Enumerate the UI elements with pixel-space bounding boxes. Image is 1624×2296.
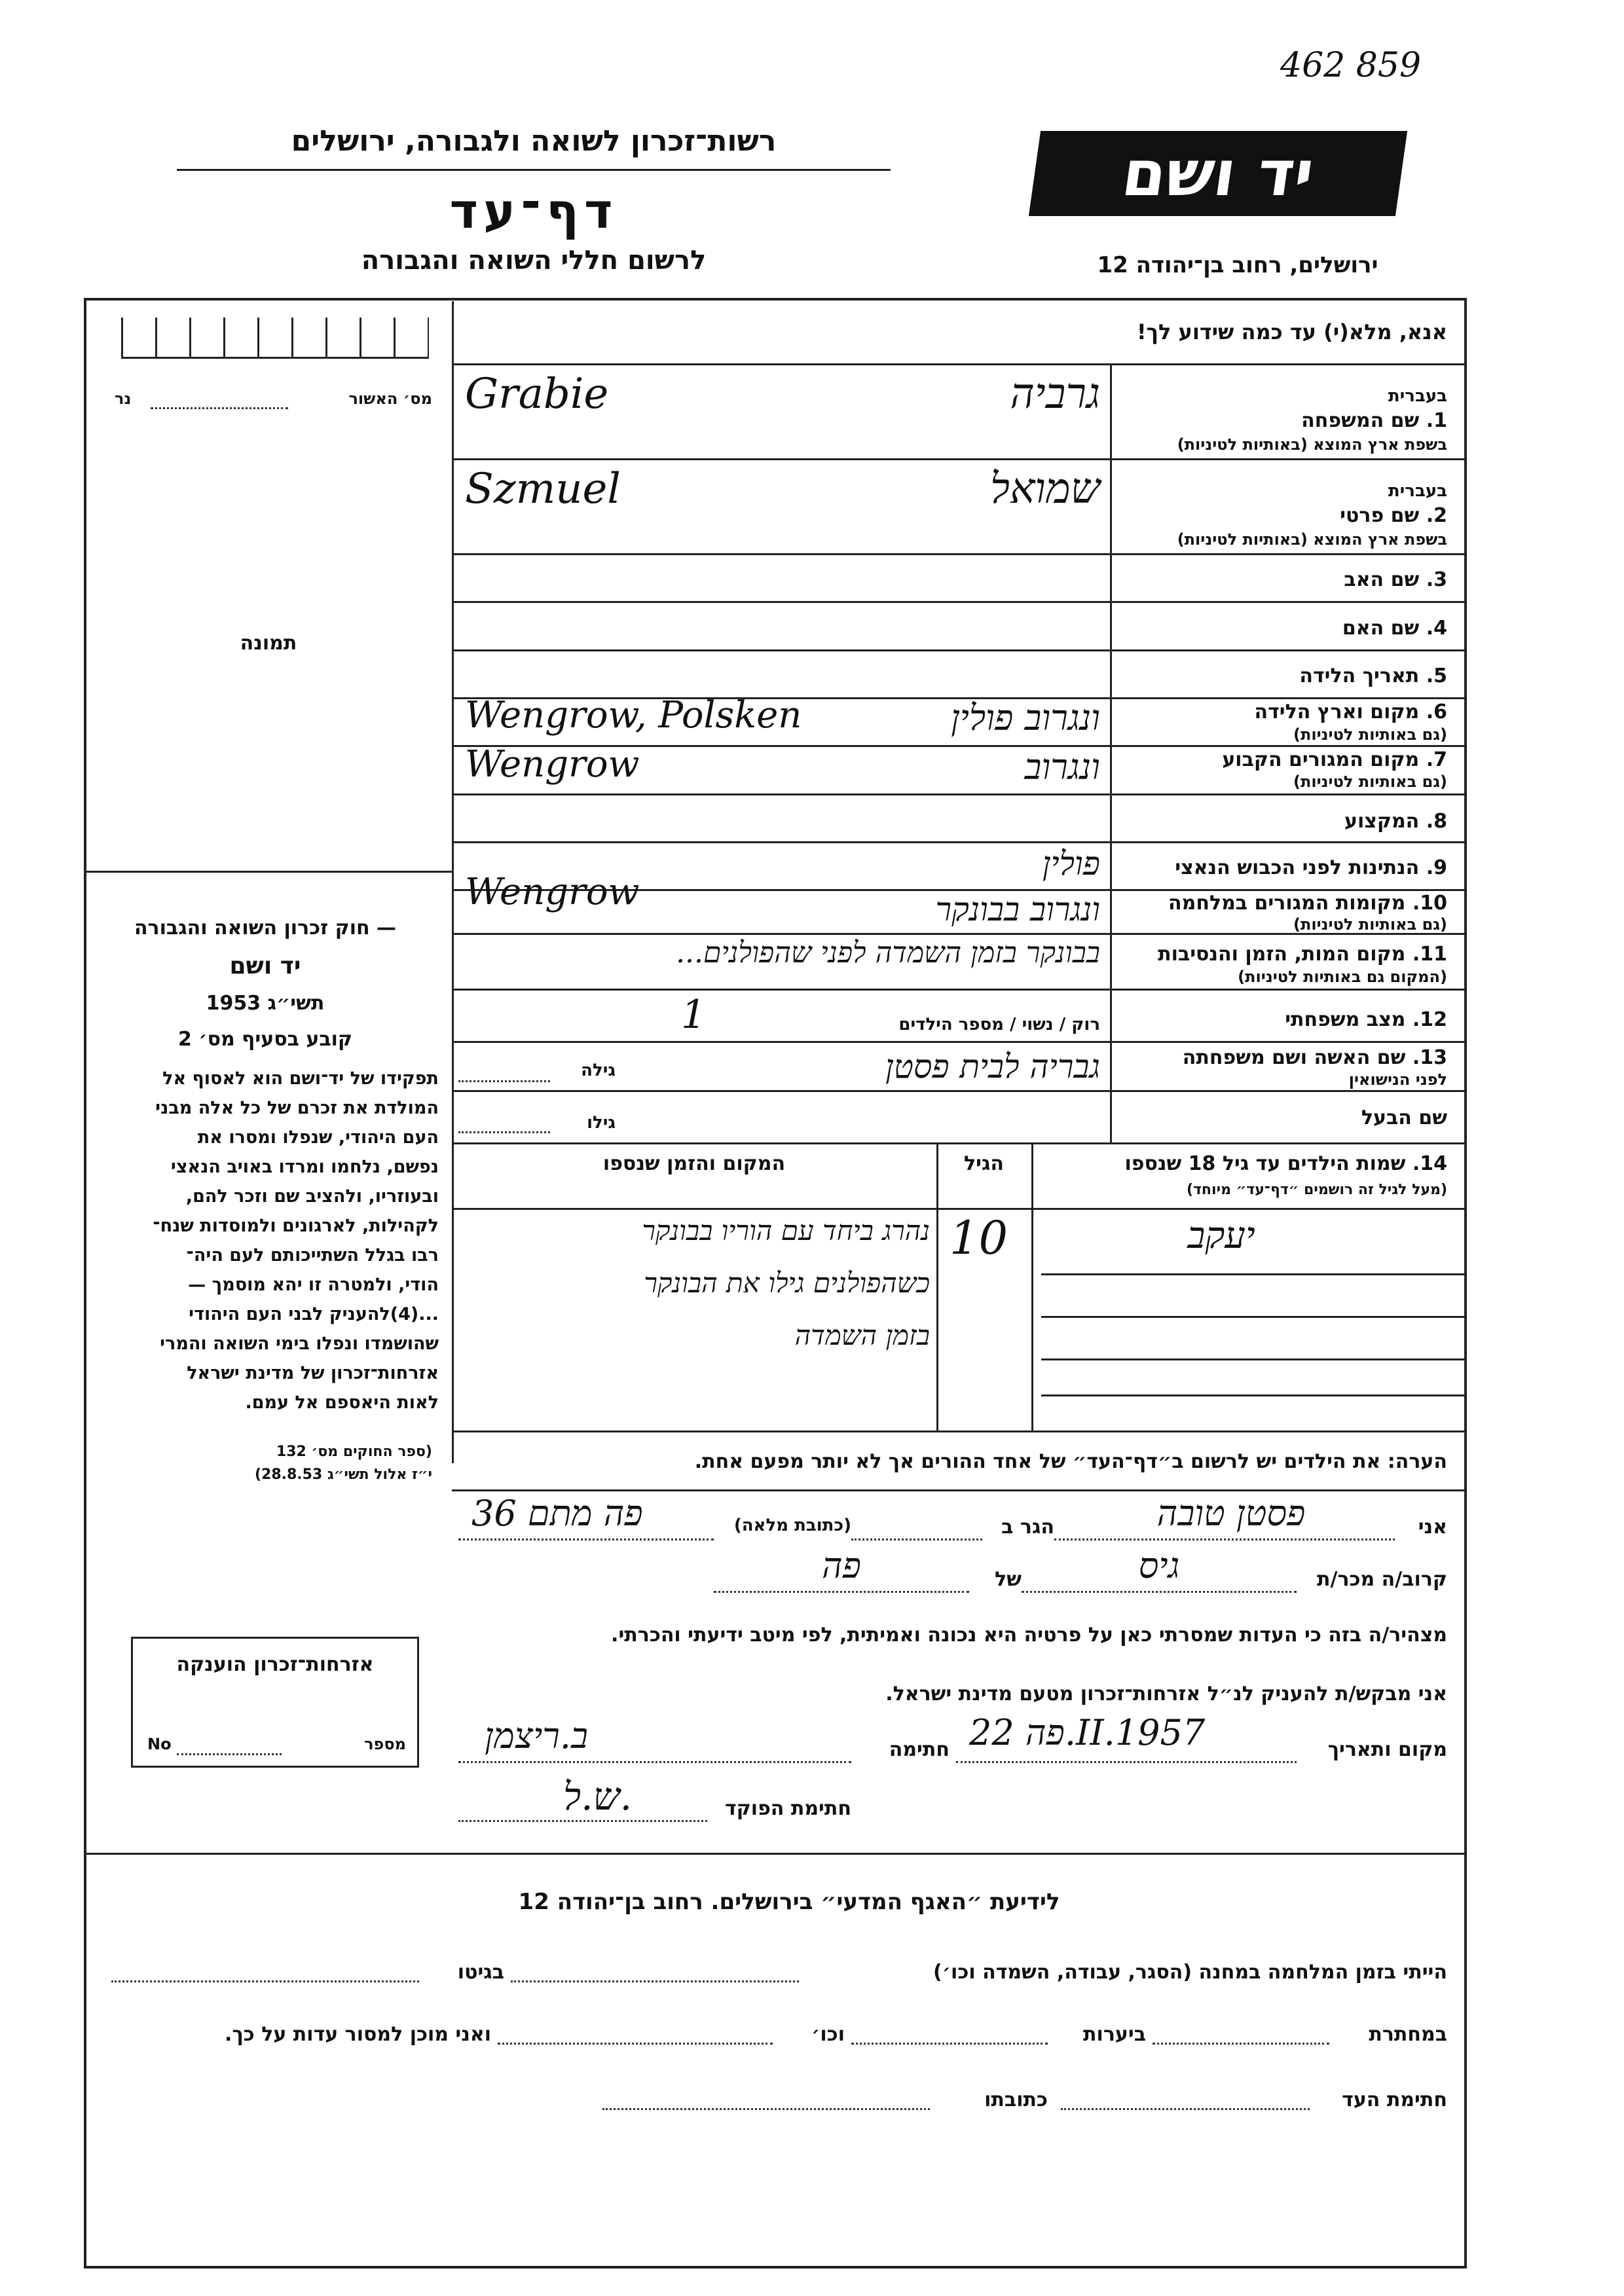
- field-3-label: 3. שם האב: [1344, 568, 1447, 591]
- field-2-label: 2. שם פרטי: [1340, 504, 1447, 527]
- footer-address-label: כתובתו: [984, 2088, 1048, 2111]
- place-date-value: פה 22.II.1957: [969, 1712, 1206, 1753]
- field-2-sub: בשפת ארץ המוצא (באותיות לטיניות): [1177, 530, 1447, 549]
- children-sub: (מעל לגיל זה רושמים ״דף־עד״ מיוחד): [1186, 1182, 1447, 1198]
- memorial-box-number-label: מספר: [364, 1735, 406, 1753]
- death-place-hebrew: בבונקר בזמן השמדה לפני שהפולנים...: [676, 936, 1100, 970]
- field-9-label: 9. הנתינות לפני הכבוש הנאצי: [1175, 856, 1447, 879]
- law-year: תשי״ג 1953: [206, 992, 325, 1015]
- field-2-hebrew-tag: בעברית: [1388, 481, 1447, 501]
- wartime-residence-hebrew: ונגרוב בבונקר: [935, 890, 1100, 928]
- field-12-label: 12. מצב משפחתי: [1285, 1008, 1447, 1031]
- children-count: 1: [681, 992, 707, 1038]
- law-text: [92, 1064, 439, 1417]
- law-line: רבו בגלל השתייכותם לעם היה־: [186, 1245, 439, 1266]
- law-clause: קובע בסעיף מס׳ 2: [177, 1028, 353, 1051]
- officer-signature-label: חתימת הפוקד: [725, 1797, 851, 1820]
- photo-label: תמונה: [240, 632, 297, 655]
- field-5-label: 5. תאריך הלידה: [1299, 665, 1447, 687]
- first-name-hebrew: שמואל: [990, 465, 1100, 513]
- field-10-sub: (גם באותיות לטיניות): [1293, 915, 1447, 934]
- relative-value: גיס: [1138, 1545, 1180, 1586]
- field-13-sub: לפני הנישואין: [1348, 1070, 1447, 1089]
- field-1-sub: בשפת ארץ המוצא (באותיות לטיניות): [1177, 435, 1447, 454]
- field-13-label: 13. שם האשה ושם משפחתה: [1182, 1046, 1447, 1069]
- field-6-label: 6. מקום וארץ הלידה: [1254, 701, 1447, 723]
- intro-text: אנא, מלא(י) עד כמה שידוע לך!: [1136, 319, 1447, 344]
- of-value: פה: [822, 1545, 861, 1586]
- request-text: אני מבקש/ת להעניק לנ״ל אזרחות־זכרון מטעם מדינת ישראל.: [885, 1683, 1447, 1705]
- law-logo: יד ושם: [229, 953, 301, 979]
- surname-latin: Grabie: [465, 370, 609, 418]
- law-line: ...(4)להעניק לבני העם היהודי: [189, 1304, 439, 1324]
- declarant-signature: ב.ריצמן: [485, 1715, 588, 1757]
- age-header: הגיל: [964, 1152, 1004, 1175]
- law-line: נפשם, נלחמו ומרדו באויב הנאצי: [170, 1157, 439, 1177]
- husband-name-label: שם הבעל: [1361, 1106, 1447, 1129]
- footer-camp-text: הייתי בזמן המלחמה במחנה (הסגר, עבודה, השמדה וכו׳): [933, 1961, 1447, 1984]
- birthplace-latin: Wengrow, Polsken: [465, 694, 802, 737]
- of-label: של: [995, 1568, 1022, 1591]
- wife-age-label: גילה: [581, 1061, 616, 1080]
- footer-title: לידיעת ״האגף המדעי״ בירושלים. רחוב בן־יהודה 12: [518, 1889, 1060, 1915]
- law-title: — חוק זכרון השואה והגבורה: [134, 917, 397, 939]
- law-reference: (ספר החוקים מס׳ 132: [276, 1444, 432, 1460]
- form-subtitle: לרשום חללי השואה והגבורה: [361, 246, 707, 276]
- place-header: המקום והזמן שנספו: [602, 1152, 786, 1175]
- child-place-line-1: נהרג ביחד עם הוריו בבונקר: [642, 1214, 930, 1247]
- footer-etc-label: וכו׳: [811, 2023, 845, 2046]
- child-place-line-3: בזמן השמדה: [794, 1319, 930, 1351]
- footer-forests-label: ביערות: [1083, 2023, 1146, 2046]
- law-line: לאות היאספם אל עמם.: [245, 1393, 439, 1413]
- cert-number-boxes: [121, 318, 429, 359]
- footer-underground-label: במחתרת: [1369, 2023, 1447, 2046]
- field-8-label: 8. המקצוע: [1344, 810, 1447, 833]
- field-6-sub: (גם באותיות לטיניות): [1293, 725, 1447, 744]
- declarant-address: 36 פה מתם: [471, 1493, 643, 1534]
- field-1-label: 1. שם המשפחה: [1301, 409, 1447, 432]
- field-4-label: 4. שם האם: [1342, 617, 1447, 640]
- children-note: הערה: את הילדים יש לרשום ב״דף־העד״ של אחד ההורים אך לא יותר מפעם אחת.: [694, 1450, 1447, 1473]
- nationality-hebrew: פולין: [1042, 845, 1100, 883]
- memorial-box-title: אזרחות־זכרון הוענקה: [176, 1653, 374, 1676]
- child-place-line-2: כשהפולנים גילו את הבונקר: [644, 1267, 930, 1299]
- address-label: (כתובת מלאה): [733, 1516, 851, 1535]
- header-address: ירושלים, רחוב בן־יהודה 12: [1097, 252, 1378, 278]
- marital-status-options: רוק / נשוי / מספר הילדים: [898, 1015, 1100, 1034]
- law-line: אזרחות־זכרון של מדינת ישראל: [187, 1363, 439, 1383]
- memorial-box-no: No: [147, 1735, 172, 1753]
- husband-age-label: גילו: [587, 1113, 616, 1133]
- residence-hebrew: ונגרוב: [1024, 746, 1100, 788]
- law-reference-date: י״ז אלול תשי״ג 28.8.53): [254, 1467, 432, 1483]
- footer-ghetto-label: בגיטו: [457, 1961, 504, 1984]
- law-line: שהושמדו ונפלו בימי השואה והמרי: [160, 1334, 439, 1354]
- archive-number: 462 859: [1280, 46, 1422, 85]
- birthplace-hebrew: ונגרוב פולין: [950, 697, 1100, 738]
- wartime-residence-latin: Wengrow: [465, 871, 640, 913]
- field-11-sub: (המקום גם באותיות לטיניות): [1238, 968, 1447, 986]
- child-name: יעקב: [1187, 1214, 1255, 1257]
- field-1-hebrew-tag: בעברית: [1388, 386, 1447, 406]
- authority-title: רשות־זכרון לשואה ולגבורה, ירושלים: [291, 124, 777, 158]
- place-date-label: מקום ותאריך: [1327, 1738, 1447, 1761]
- field-7-sub: (גם באותיות לטיניות): [1293, 773, 1447, 791]
- footer-witness-signature-label: חתימת העד: [1342, 2088, 1447, 2111]
- children-label: 14. שמות הילדים עד גיל 18 שנספו: [1124, 1152, 1447, 1175]
- first-name-latin: Szmuel: [465, 465, 621, 513]
- signature-label: חתימה: [889, 1738, 950, 1761]
- declarant-i-label: אני: [1418, 1516, 1447, 1539]
- relative-label: קרוב/ה מכר/ת: [1317, 1568, 1447, 1591]
- officer-signature: ש.ל.: [563, 1774, 633, 1819]
- law-line: תפקידו של יד־ושם הוא לאסוף אל: [162, 1068, 439, 1089]
- yad-vashem-logo: יד ושם: [1029, 131, 1407, 216]
- law-line: ובעוזריו, ולהציב שם וזכר להם,: [185, 1186, 439, 1207]
- declaration-text: מצהיר/ה בזה כי העדות שמסרתי כאן על פרטיה היא נכונה ואמיתית, לפי מיטב ידיעתי והכרתי.: [611, 1624, 1447, 1647]
- declarant-name: פסטן טובה: [1156, 1493, 1306, 1534]
- law-line: הודי, ולמטרה זו יהא מוסמך —: [188, 1275, 439, 1295]
- field-7-label: 7. מקום המגורים הקבוע: [1222, 748, 1447, 771]
- footer-testimony-text: ואני מוכן למסור עדות על כך.: [225, 2023, 491, 2046]
- surname-hebrew: גרביה: [1010, 370, 1100, 418]
- cert-number-label: מס׳ האשור: [348, 390, 432, 408]
- cert-number-prefix: נר: [115, 390, 132, 408]
- wife-name-hebrew: גבריה לבית פסטן: [885, 1048, 1100, 1085]
- field-11-label: 11. מקום המות, הזמן והנסיבות: [1158, 943, 1447, 966]
- law-line: לקהילות, לארגונים ולמוסדות שנח־: [153, 1216, 439, 1236]
- child-age: 10: [950, 1211, 1008, 1265]
- form-title: דף־עד: [449, 183, 618, 240]
- field-10-label: 10. מקומות המגורים במלחמה: [1168, 892, 1447, 915]
- resides-label: הגר ב: [1001, 1516, 1054, 1539]
- residence-latin: Wengrow: [465, 743, 640, 786]
- law-line: המולדת את זכרם של כל אלה מבני: [155, 1098, 439, 1118]
- law-line: העם היהודי, שנפלו ומסרו את: [197, 1127, 439, 1148]
